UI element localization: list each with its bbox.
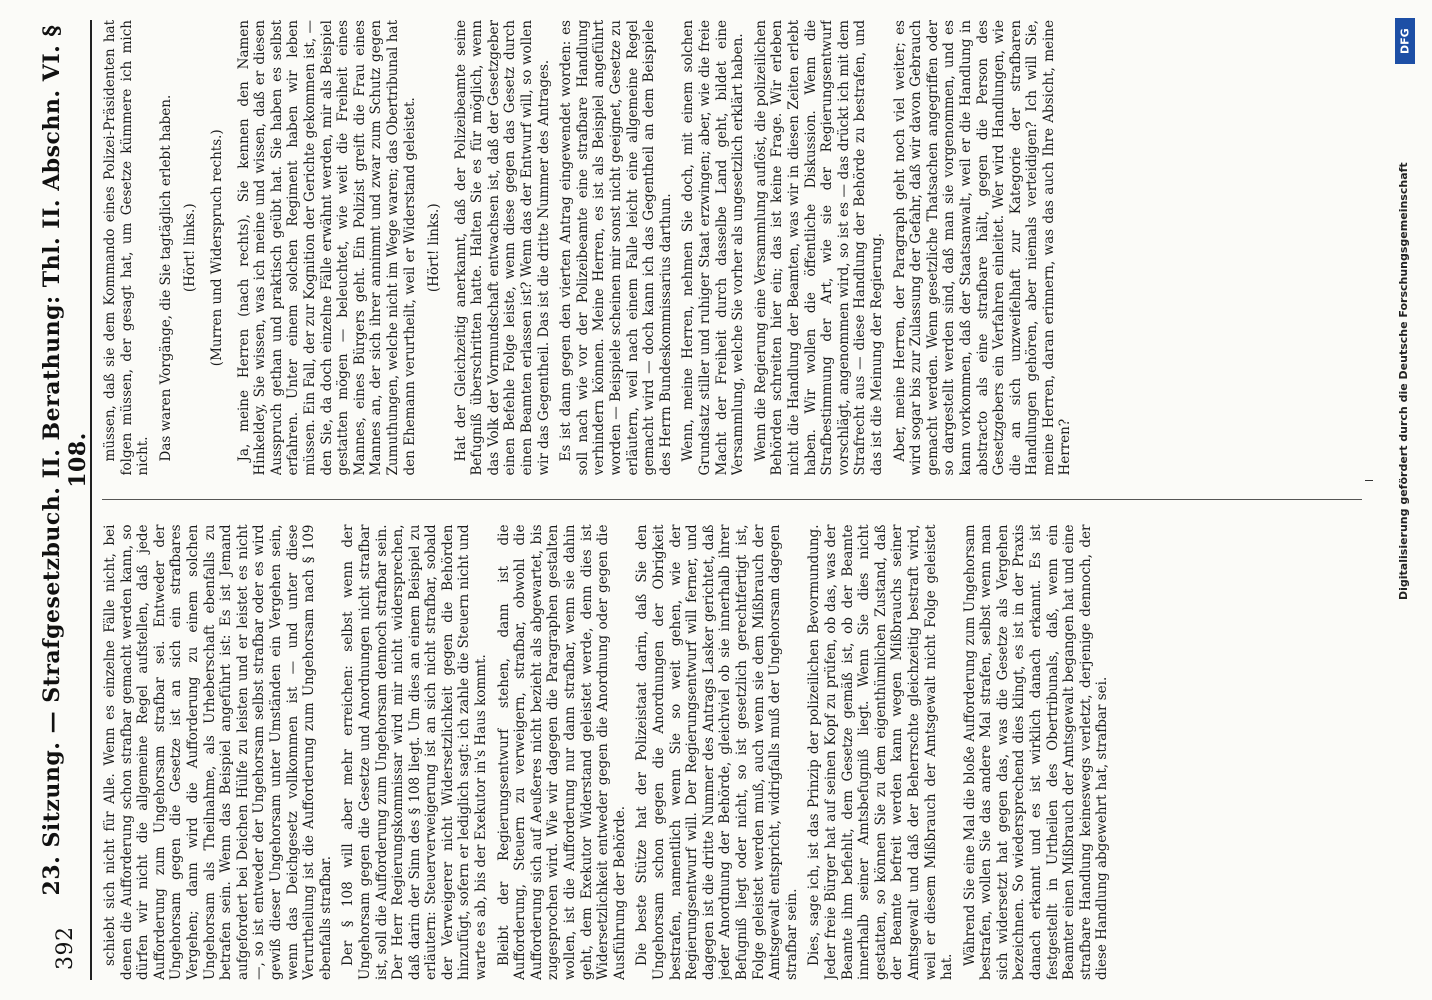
right-paragraph: Ja, meine Herren (nach rechts), Sie kennen den Namen Hinkeldey, Sie wissen, was ich meine und wissen, daß er diesen Ausspruch gethan und praktisch geübt hat. Sie haben es selbst erfahren. Unter einem solchen Regiment haben wir leben müssen. Ein Fall, der zur Kognition der Gerichte gekommen ist, — den Sie, da doch einzelne Fälle erwähnt werden, mir als Beispiel gestatten mögen — beleuchtet, wie weit die Freiheit eines Mannes, eines Bürgers geht. Ein Polizist greift die Frau eines Mannes an, der sich ihrer annimmt und zwar zum Schutz gegen Zumuthungen, welche nicht im Wege waren; das Obertribunal hat den Ehemann verurtheilt, weil er Widerstand geleistet. <box>235 20 418 476</box>
left-paragraph: Die beste Stütze hat der Polizeistaat darin, daß Sie den Ungehorsam schon gegen die Anordnungen der Obrigkeit bestrafen, namentlich wenn Sie so weit gehen, wie der Regierungsentwurf will. Der Regierungsentwurf will ferner, und dagegen ist die dritte Nummer des Antrags Lasker gerichtet, daß jeder Anordnung der Behörde, gleichviel ob sie innerhalb ihrer Befugniß liegt oder nicht, so ist gesetzlich gerechtfertigt ist, Folge geleistet werden muß, auch wenn sie dem Mißbrauch der Amtsgewalt entspricht, widrigfalls muß der Ungehorsam dagegen strafbar sein. <box>634 524 800 980</box>
credit-text: Digitalisierung gefördert durch die Deutsche Forschungsgemeinschaft <box>1397 162 1410 600</box>
right-paragraph: Wenn, meine Herren, nehmen Sie doch, mit einem solchen Grundsatz stiller und ruhiger Staat erzwingen; aber, wie die freie Macht der Freiheit durch dasselbe Land geht, bildet eine Versammlung, welche Sie vorher als ungesetzlich erklärt haben. <box>680 20 747 476</box>
rotated-document-page <box>40 20 1370 980</box>
left-paragraph: schiebt sich nicht für Alle. Wenn es einzelne Fälle nicht, bei denen die Aufforderung schon strafbar gemacht werden kann, so dürfen wir nicht die allgemeine Regel aufstellen, daß jede Aufforderung zum Ungehorsam strafbar sei. Entweder der Ungehorsam gegen die Gesetze ist an sich ein strafbares Vergehen; dann wird die Aufforderung zu einem solchen Ungehorsam als Theilnahme, als Urheberschaft ebenfalls zu betrafen sein. Wenn das Beispiel angeführt ist: Es ist Jemand aufgefordert bei Deichen Hülfe zu leisten und er leistet es nicht —, so ist entweder der Ungehorsam selbst strafbar oder es wird gewiß dieser Ungehorsam unter Umständen ein Vergehen sein, wenn das Deichgesetz vollkommen ist — und unter diese Verurtheilung ist die Aufforderung zum Ungehorsam nach § 109 ebenfalls strafbar. <box>102 524 334 980</box>
right-paragraph: Wenn die Regierung eine Versammlung auflöst, die polizeilichen Behörden schreiten hier ein; das ist keine Frage. Wir erleben nicht die Handlung der Beamten, was wir in diesen Zeiten erlebt haben. Wir wollen die öffentliche Diskussion. Wenn die Strafbestimmung der Art, wie sie der Regierungsentwurf vorschlägt, angenommen wird, so ist es — das drückt ich mit dem Strafrecht aus — diese Handlung der Behörde zu bestrafen, und das ist die Meinung der Regierung. <box>752 20 885 476</box>
column-divider <box>102 500 1362 501</box>
right-paragraph: Es ist dann gegen den vierten Antrag eingewendet worden: es soll nach wie vor der Polizeibeamte eine strafbare Handlung verhindern können. Meine Herren, es ist als Beispiel angeführt worden — Beispiele scheinen mir sonst nicht geeignet, Gesetze zu erläutern, weil nach einem Falle leicht eine allgemeine Regel gemacht wird — doch kann ich das Gegentheil an dem Beispiele des Herrn Bundeskommissarius darthun. <box>558 20 674 476</box>
left-paragraph: Dies, sage ich, ist das Prinzip der polizeilichen Bevormundung. Jeder freie Bürger hat auf seinen Kopf zu prüfen, ob das, was der Beamte ihm befiehlt, dem Gesetze gemäß ist, ob der Beamte innerhalb seiner Amtsbefugniß liegt. Wenn Sie dies nicht gestatten, so können Sie zu dem eigenthümlichen Zustand, daß der Beamte befreit werden kann wegen Mißbrauchs seiner Amtsgewalt und daß der Beherrschte gleichzeitig bestraft wird, weil er diesem Mißbrauch der Amtsgewalt nicht Folge geleistet hat. <box>806 524 956 980</box>
page-header <box>40 20 92 980</box>
left-column <box>102 525 1362 981</box>
dfg-logo: DFG <box>1395 18 1415 64</box>
running-title: 23. Sitzung. — Strafgesetzbuch. II. Berathung: Thl. II. Abschn. VI. § 108. <box>39 24 91 896</box>
text-columns <box>102 20 1362 980</box>
right-paragraph: müssen, daß sie dem Kommando eines Polizei-Präsidenten hat folgen müssen, der gesagt hat, um Gesetze kümmere ich mich nicht. <box>102 20 152 476</box>
left-paragraph: Der § 108 will aber mehr erreichen: selbst wenn der Ungehorsam gegen die Gesetze und Anordnungen nicht strafbar ist, soll die Aufforderung zum Ungehorsam dennoch strafbar sein. Der Herr Regierungskommissar wird mir nicht widersprechen, daß darin der Sinn des § 108 liegt. Um dies an einem Beispiel zu erläutern: Steuerverweigerung ist an sich nicht strafbar, sobald der Verweigerer nicht Widersetzlichkeit gegen die Behörden hinzufügt, sofern er lediglich sagt: ich zahle die Steuern nicht und warte es ab, bis der Exekutor in's Haus kommt. <box>340 524 490 980</box>
page-number: 392 <box>52 926 78 970</box>
stage-direction: (Hört! links.) <box>426 203 443 293</box>
right-paragraph: Aber, meine Herren, der Paragraph geht noch viel weiter; es wird sogar bis zur Zulassung der Gefahr, daß wir davon Gebrauch gemacht werden. Wenn gesetzliche Thatsachen angegriffen oder so dargestellt werden sind, daß man sie vorgenommen, und es kann vorkommen, daß der Staatsanwalt, weil er die Handlung in abstracto als eine strafbare hält, gegen die Person des Gesetzgebers ein Verfahren einleitet. Wer wird Handlungen, wie die an sich unzweifelhaft zur Kategorie der strafbaren Handlungen gehören, aber niemals verteidigen? Ich will Sie, meine Herren, daran erinnern, was das auch Ihre Absicht, meine Herren? <box>891 20 1074 476</box>
right-paragraph: Hat der Gleichzeitig anerkannt, daß der Polizeibeamte seine Befugniß überschritten hatte. Halten Sie es für möglich, wenn das Volk der Vormundschaft entwachsen ist, daß der Gesetzgeber einen Befehle Folge leiste, wenn diese gegen das Gesetz durch einen Beamten erlassen ist? Wenn das der Entwurf will, so wollen wir das Gegentheil. Das ist die dritte Nummer des Antrages. <box>452 20 552 476</box>
left-paragraph: Während Sie eine Mal die bloße Aufforderung zum Ungehorsam bestrafen, wollen Sie das andere Mal strafen, selbst wenn man sich widersetzt hat gegen das, was die Gesetze als Vergehen bezeichnen. So wiedersprechend dies klingt, es ist in der Praxis danach erkannt und es ist wirklich danach erkannt. Es ist festgestellt in Urtheilen des Obertribunals, daß, wenn ein Beamter einen Mißbrauch der Amtsgewalt begangen hat und eine strafbare Handlung keineswegs verletzt, derjenige dennoch, der diese Handlung abgewehrt hat, strafbar sei. <box>961 524 1111 980</box>
right-column <box>102 20 1362 476</box>
stage-direction: (Murren und Widerspruch rechts.) <box>208 129 225 367</box>
left-paragraph: Bleibt der Regierungsentwurf stehen, dann ist die Aufforderung, Steuern zu verweigern, strafbar, obwohl die Aufforderung sich auf Aeußeres nicht bezieht als abgewartet, bis zugesprochen wird. Wie wir dagegen die Paragraphen gestalten wollen, ist die Aufforderung nur dann strafbar, wenn sie dahin geht, dem Exekutor Widerstand geleistet werde, denn dies ist Widersetzlichkeit entweder gegen die Anordnung oder gegen die Ausführung der Behörde. <box>495 524 628 980</box>
digitization-credit <box>1385 0 1425 1000</box>
right-paragraph: Das waren Vorgänge, die Sie tagtäglich erlebt haben. <box>157 94 174 462</box>
stage-direction: (Hört! links.) <box>182 203 199 293</box>
margin-tick-mark <box>1365 480 1373 481</box>
